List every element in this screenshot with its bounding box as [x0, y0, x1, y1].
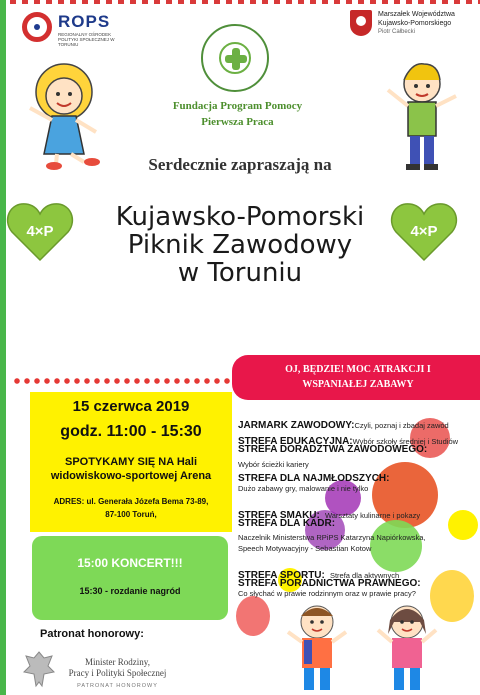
zone-name: STREFA PORADNICTWA PRAWNEGO:: [238, 578, 421, 589]
zone-desc: Dużo zabawy gry, malowanie i nie tylko: [238, 484, 369, 493]
foundation-name: [150, 98, 325, 130]
minister-line2: Pracy i Polityki Społecznej: [68, 668, 167, 678]
foundation-seal-logo: [201, 24, 269, 92]
banner-line2: WSPANIAŁEJ ZABAWY: [302, 379, 414, 390]
zone-item: [238, 518, 478, 553]
zone-name: STREFA DLA KADR:: [238, 518, 336, 529]
awards-label: 15:30 - rozdanie nagród: [79, 586, 181, 596]
address-line1: ADRES: ul. Generała Józefa Bema 73-89,: [53, 497, 209, 506]
zone-desc: Warsztaty kulinarne i pokazy: [324, 511, 421, 520]
zone-name: STREFA SMAKU:: [238, 510, 320, 521]
event-address: [30, 495, 232, 521]
red-dots-divider: [12, 377, 232, 385]
minister-patron: [60, 657, 175, 679]
zone-name: STREFA DORADZTWA ZAWODOWEGO:: [238, 444, 428, 455]
patronage-label: Patronat honorowy:: [40, 628, 144, 640]
foundation-name-line1: Fundacja Program Pomocy: [172, 100, 303, 112]
rops-title: ROPS: [58, 12, 111, 31]
zone-desc: Speech Motywacyjny - Sebastian Kotow: [238, 544, 372, 553]
event-time: godz. 11:00 - 15:30: [60, 423, 202, 440]
zone-name: STREFA SPORTU:: [238, 570, 325, 581]
minister-subtitle: PATRONAT HONOROWY: [77, 683, 158, 689]
address-line2: 87-100 Toruń,: [105, 510, 157, 519]
concert-box: [32, 536, 228, 620]
heart-badge-left: [6, 200, 74, 262]
top-dot-border: [10, 0, 480, 4]
marshal-name: Piotr Całbecki: [378, 29, 416, 35]
zone-item: [238, 578, 478, 598]
title-line1: Kujawsko-Pomorski: [115, 202, 365, 232]
zone-item: [238, 444, 478, 469]
title-line2: Piknik Zawodowy: [127, 230, 353, 260]
zone-desc: Wybór szkoły średniej i Studiów: [352, 437, 459, 446]
heart-right-label: 4×P: [410, 223, 438, 240]
zone-desc: Strefa dla aktywnych: [329, 571, 400, 580]
foundation-name-line2: Pierwsza Praca: [201, 116, 274, 128]
balloon-pink: [236, 596, 270, 636]
minister-line1: Minister Rodziny,: [85, 657, 150, 667]
zone-name: STREFA DLA NAJMŁODSZYCH:: [238, 473, 390, 484]
zone-name: STREFA EDUKACYJNA:: [238, 436, 353, 447]
heart-badge-right: [390, 200, 458, 262]
zone-desc: Wybór ścieżki kariery: [238, 460, 309, 469]
rops-mark-icon: [22, 12, 52, 42]
marshal-logo: [350, 8, 475, 58]
attractions-banner-text: [238, 362, 478, 392]
marshal-line2: Kujawsko-Pomorskiego: [378, 20, 452, 27]
zone-desc: Czyli, poznaj i zbadaj zawód: [354, 421, 449, 430]
rops-subtitle: REGIONALNY OŚRODEK POLITYKI SPOŁECZNEJ W TORUNIU: [58, 32, 115, 47]
zone-name: JARMARK ZAWODOWY:: [238, 420, 355, 431]
rops-logo: [22, 12, 117, 46]
crest-icon: [350, 10, 372, 36]
event-venue: [30, 455, 232, 483]
event-date: 15 czerwca 2019: [72, 398, 190, 415]
event-title: [100, 203, 380, 287]
venue-line2: widowiskowo-sportowej Arena: [50, 470, 212, 482]
zone-desc: Naczelnik Ministerstwa RPiPS Katarzyna Napiórkowska,: [238, 533, 426, 542]
invite-heading: Serdecznie zapraszają na: [148, 155, 332, 174]
heart-left-label: 4×P: [26, 223, 54, 240]
zone-desc: Co słychać w prawie rodzinnym oraz w prawie pracy?: [238, 589, 416, 598]
left-green-border: [0, 0, 6, 695]
cartoon-kid-left-illustration: [282, 600, 352, 695]
title-line3: w Toruniu: [177, 258, 303, 288]
concert-label: 15:00 KONCERT!!!: [77, 556, 183, 570]
zone-item: [238, 473, 478, 493]
marshal-line1: Marszałek Województwa: [378, 11, 455, 18]
venue-line1: SPOTYKAMY SIĘ NA Hali: [64, 456, 198, 468]
cartoon-girl-illustration: [12, 62, 112, 170]
eagle-emblem-icon: [22, 648, 56, 690]
cartoon-kid-right-illustration: [372, 600, 442, 695]
banner-line1: OJ, BĘDZIE! MOC ATRAKCJI I: [285, 364, 431, 375]
